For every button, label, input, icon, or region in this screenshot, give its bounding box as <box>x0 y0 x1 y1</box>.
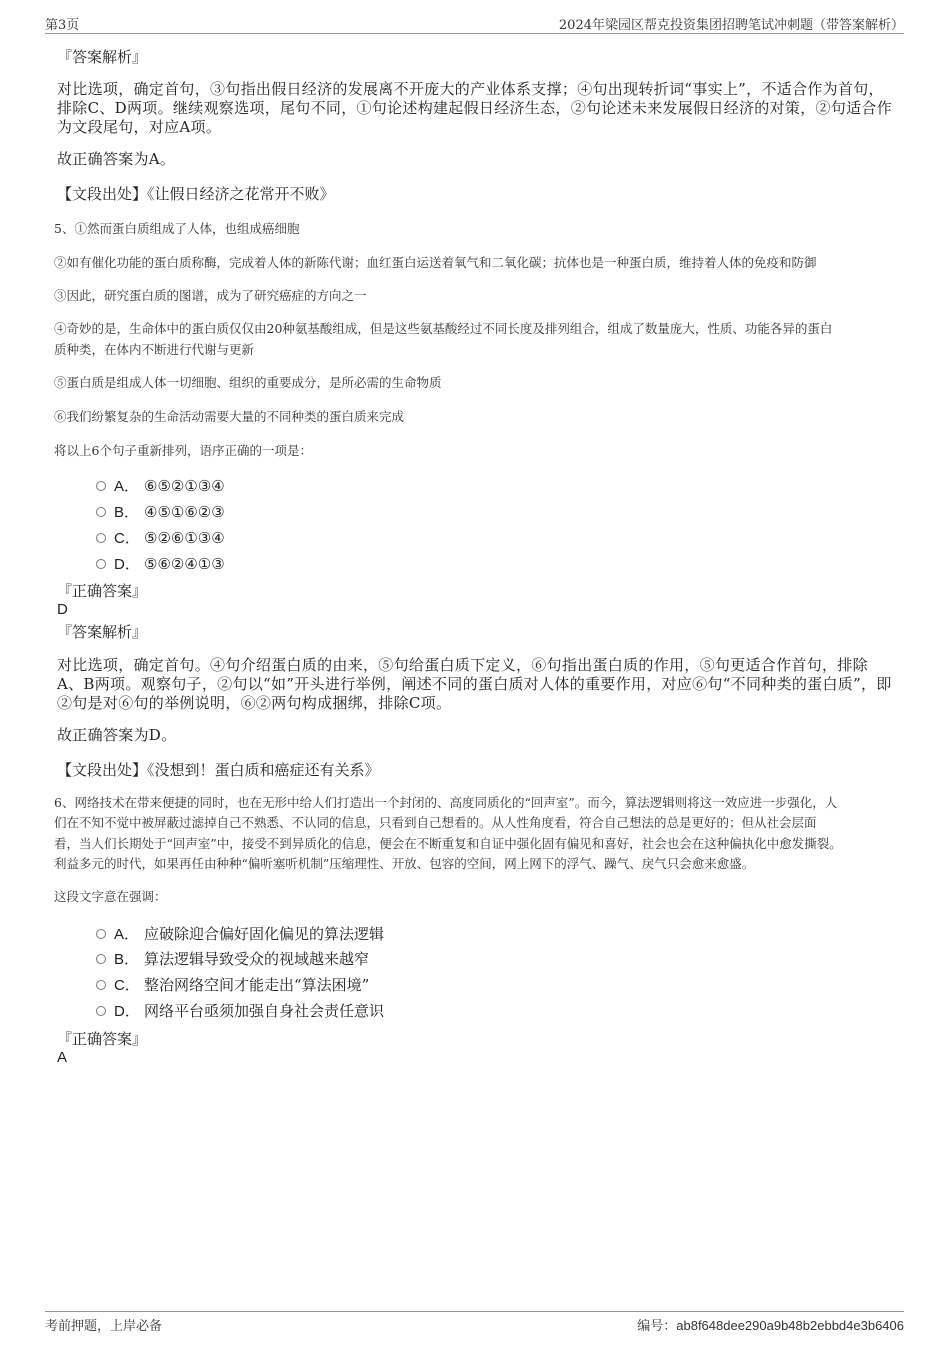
option-letter: C． <box>114 530 140 547</box>
analysis-line: 排除C、D两项。继续观察选项，尾句不同，①句论述构建起假日经济生态，②句论述未来发展假日经济的对策，②句适合作 <box>57 99 893 117</box>
option-text: 网络平台亟须加强自身社会责任意识 <box>144 1002 385 1020</box>
option-d[interactable] <box>96 1001 384 1021</box>
radio-button[interactable] <box>96 481 106 491</box>
option-text: ⑤⑥②④①③ <box>144 555 225 573</box>
option-letter: B． <box>114 504 140 521</box>
option-b[interactable] <box>96 949 369 969</box>
option-text: ⑥⑤②①③④ <box>144 477 225 495</box>
question-line: 5、①然而蛋白质组成了人体，也组成癌细胞 <box>54 221 300 236</box>
question-line: ⑤蛋白质是组成人体一切细胞、组织的重要成分，是所必需的生命物质 <box>54 375 442 390</box>
radio-button[interactable] <box>96 533 106 543</box>
option-text: 算法逻辑导致受众的视域越来越窄 <box>144 950 370 968</box>
option-letter: B． <box>114 951 140 968</box>
analysis-label: 『答案解析』 <box>57 623 148 641</box>
question-line: ③因此，研究蛋白质的图谱，成为了研究癌症的方向之一 <box>54 288 367 303</box>
option-letter: C． <box>114 977 140 994</box>
question-line: ②如有催化功能的蛋白质称酶，完成着人体的新陈代谢；血红蛋白运送着氧气和二氧化碳；抗体也是一种蛋白质，维持着人体的免疫和防御 <box>54 255 817 270</box>
radio-button[interactable] <box>96 559 106 569</box>
question-prompt: 将以上6个句子重新排列，语序正确的一项是： <box>54 443 312 458</box>
conclusion: 故正确答案为A。 <box>57 150 176 168</box>
page-number: 第3页 <box>45 18 80 33</box>
option-letter: A． <box>114 478 140 495</box>
option-text: 应破除迎合偏好固化偏见的算法逻辑 <box>144 925 385 943</box>
conclusion: 故正确答案为D。 <box>57 726 177 744</box>
document-title: 2024年梁园区帮克投资集团招聘笔试冲刺题（带答案解析） <box>558 18 904 33</box>
analysis-line: 对比选项，确定首句。④句介绍蛋白质的由来，⑤句给蛋白质下定义，⑥句指出蛋白质的作用，⑤句更适合作首句，排除 <box>57 656 868 674</box>
correct-answer: A <box>57 1049 68 1066</box>
analysis-paragraph <box>57 656 897 713</box>
option-d[interactable] <box>96 554 225 574</box>
document-code <box>637 1315 904 1334</box>
footer-slogan: 考前押题，上岸必备 <box>45 1319 163 1334</box>
analysis-line: 为文段尾句，对应A项。 <box>57 118 222 136</box>
option-text: 整治网络空间才能走出“算法困境” <box>144 976 370 994</box>
option-c[interactable] <box>96 528 225 548</box>
question-line: ⑥我们纷繁复杂的生命活动需要大量的不同种类的蛋白质来完成 <box>54 409 405 424</box>
option-c[interactable] <box>96 975 369 995</box>
question-line: 质种类，在体内不断进行代谢与更新 <box>54 342 255 357</box>
option-text: ⑤②⑥①③④ <box>144 529 225 547</box>
source-citation: 【文段出处】《让假日经济之花常开不败》 <box>57 185 335 203</box>
correct-answer: D <box>57 601 68 618</box>
radio-button[interactable] <box>96 929 106 939</box>
option-a[interactable] <box>96 924 384 944</box>
question-prompt: 这段文字意在强调： <box>54 889 167 904</box>
analysis-line: 对比选项，确定首句，③句指出假日经济的发展离不开庞大的产业体系支撑；④句出现转折词“事实上”，不适合作为首句， <box>57 80 884 98</box>
code-value: ab8f648dee290a9b48b2ebbd4e3b6406 <box>676 1318 904 1333</box>
radio-button[interactable] <box>96 980 106 990</box>
correct-answer-label: 『正确答案』 <box>57 582 148 600</box>
question-line: 利益多元的时代，如果再任由种种“偏听塞听机制”压缩理性、开放、包容的空间，网上网下的浮气、躁气、戾气只会愈来愈盛。 <box>54 856 755 871</box>
question-line: 看，当人们长期处于“回声室”中，接受不到异质化的信息，便会在不断重复和自证中强化固有偏见和喜好，社会也会在这种偏执化中愈发撕裂。 <box>54 836 842 851</box>
option-a[interactable] <box>96 476 225 496</box>
option-text: ④⑤①⑥②③ <box>144 503 225 521</box>
option-letter: D． <box>114 556 140 573</box>
option-letter: D． <box>114 1003 140 1020</box>
page-header <box>45 13 904 34</box>
page-footer <box>45 1311 904 1332</box>
radio-button[interactable] <box>96 954 106 964</box>
option-letter: A． <box>114 926 140 943</box>
analysis-label: 『答案解析』 <box>57 48 148 66</box>
question-line: ④奇妙的是，生命体中的蛋白质仅仅由20种氨基酸组成，但是这些氨基酸经过不同长度及排列组合，组成了数量庞大，性质、功能各异的蛋白 <box>54 321 833 336</box>
question-line: 们在不知不觉中被屏蔽过滤掉自己不熟悉、不认同的信息，只看到自己想看的。从人性角度看，符合自己想法的总是更好的；但从社会层面 <box>54 815 817 830</box>
analysis-line: A、B两项。观察句子，②句以“如”开头进行举例，阐述不同的蛋白质对人体的重要作用，对应⑥句“不同种类的蛋白质”，即 <box>57 675 892 693</box>
code-label: 编号： <box>637 1319 677 1334</box>
radio-button[interactable] <box>96 1006 106 1016</box>
source-citation: 【文段出处】《没想到！蛋白质和癌症还有关系》 <box>57 761 380 779</box>
question-line: 6、网络技术在带来便捷的同时，也在无形中给人们打造出一个封闭的、高度同质化的“回声室”。而今，算法逻辑则将这一效应进一步强化，人 <box>54 795 838 810</box>
option-b[interactable] <box>96 502 225 522</box>
correct-answer-label: 『正确答案』 <box>57 1030 148 1048</box>
radio-button[interactable] <box>96 507 106 517</box>
analysis-paragraph <box>57 80 897 137</box>
analysis-line: ②句是对⑥句的举例说明，⑥②两句构成捆绑，排除C项。 <box>57 694 452 712</box>
